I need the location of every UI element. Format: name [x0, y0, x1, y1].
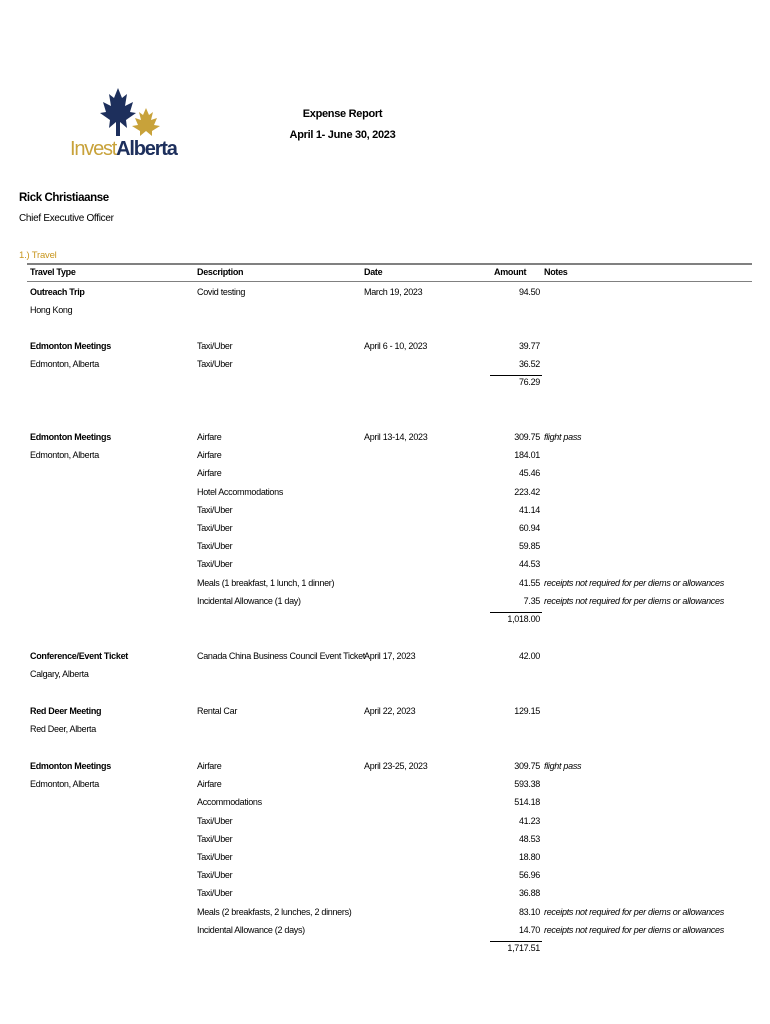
expense-amount: 593.38: [514, 779, 540, 790]
expense-note: flight pass: [544, 761, 582, 771]
trip-type: Edmonton Meetings: [30, 341, 111, 351]
trip-type: Edmonton Meetings: [30, 432, 111, 442]
expense-description: Airfare: [197, 450, 222, 461]
report-period: April 1- June 30, 2023: [289, 129, 396, 141]
trip-location: Red Deer, Alberta: [30, 724, 96, 735]
column-header-date: Date: [364, 267, 383, 277]
subtotal-rule: [490, 612, 542, 613]
employee-title: Chief Executive Officer: [19, 213, 114, 224]
expense-amount: 129.15: [514, 706, 540, 716]
expense-description: Taxi/Uber: [197, 341, 233, 351]
expense-amount: 14.70: [518, 924, 540, 935]
expense-amount: 44.53: [518, 559, 540, 570]
trip-type: Conference/Event Ticket: [30, 651, 128, 661]
trip-type: Red Deer Meeting: [30, 706, 102, 716]
expense-amount: 36.52: [518, 359, 540, 370]
column-header-description: Description: [197, 267, 244, 277]
expense-amount: 7.35: [523, 595, 540, 606]
expense-description: Taxi/Uber: [197, 541, 233, 552]
header-bottom-rule: [27, 281, 752, 282]
expense-description: Taxi/Uber: [197, 504, 233, 515]
expense-description: Hotel Accommodations: [197, 486, 284, 497]
trip-date: April 13-14, 2023: [364, 432, 428, 442]
expense-amount: 514.18: [514, 797, 540, 808]
report-title: Expense Report: [302, 108, 383, 120]
expense-amount: 41.14: [518, 504, 540, 515]
trip-location: Edmonton, Alberta: [30, 779, 99, 790]
expense-amount: 184.01: [514, 450, 540, 461]
expense-description: Meals (2 breakfasts, 2 lunches, 2 dinners): [197, 906, 352, 917]
expense-description: Airfare: [197, 761, 222, 771]
trip-location: Calgary, Alberta: [30, 669, 89, 680]
expense-description: Incidental Allowance (1 day): [197, 595, 301, 606]
expense-amount: 42.00: [518, 651, 540, 661]
expense-description: Taxi/Uber: [197, 852, 233, 862]
expense-description: Incidental Allowance (2 days): [197, 924, 305, 935]
column-header-amount: Amount: [494, 267, 527, 277]
expense-amount: 41.55: [518, 577, 540, 588]
expense-description: Rental Car: [197, 706, 238, 716]
expense-description: Airfare: [197, 432, 222, 442]
expense-amount: 39.77: [518, 341, 540, 351]
column-header-notes: Notes: [544, 267, 568, 277]
expense-amount: 48.53: [518, 833, 540, 844]
expense-amount: 45.46: [518, 468, 540, 479]
employee-name: Rick Christiaanse: [19, 192, 109, 204]
subtotal-rule: [490, 941, 542, 942]
expense-amount: 60.94: [518, 523, 540, 533]
trip-date: April 22, 2023: [364, 706, 416, 716]
expense-note: receipts not required for per diems or allowances: [544, 595, 724, 606]
logo-wordmark: InvestAlberta: [70, 138, 177, 160]
expense-amount: 223.42: [514, 486, 540, 497]
expense-amount: 41.23: [518, 815, 540, 826]
trip-location: Edmonton, Alberta: [30, 450, 99, 461]
expense-description: Accommodations: [197, 797, 262, 808]
expense-description: Taxi/Uber: [197, 870, 233, 881]
trip-subtotal: 76.29: [518, 377, 540, 388]
expense-description: Taxi/Uber: [197, 559, 233, 570]
header-top-rule: [27, 263, 752, 265]
trip-subtotal: 1,018.00: [507, 614, 540, 624]
trip-date: April 23-25, 2023: [364, 761, 428, 771]
trip-type: Edmonton Meetings: [30, 761, 111, 771]
expense-note: receipts not required for per diems or allowances: [544, 924, 724, 935]
trip-date: April 17, 2023: [364, 651, 416, 661]
expense-note: receipts not required for per diems or allowances: [544, 577, 724, 588]
expense-amount: 36.88: [518, 888, 540, 899]
expense-amount: 59.85: [518, 541, 540, 552]
trip-date: April 6 - 10, 2023: [364, 341, 428, 351]
subtotal-rule: [490, 375, 542, 376]
expense-amount: 309.75: [514, 432, 540, 442]
trip-subtotal: 1,717.51: [507, 943, 540, 953]
trip-type: Outreach Trip: [30, 287, 85, 297]
expense-amount: 309.75: [514, 761, 540, 771]
section-label: 1.) Travel: [19, 250, 57, 261]
expense-amount: 94.50: [518, 287, 540, 297]
expense-description: Taxi/Uber: [197, 815, 233, 826]
expense-description: Taxi/Uber: [197, 359, 233, 370]
expense-amount: 18.80: [518, 852, 540, 862]
expense-description: Canada China Business Council Event Ticket: [197, 651, 365, 661]
expense-amount: 83.10: [518, 906, 540, 917]
expense-description: Airfare: [197, 468, 222, 479]
expense-description: Taxi/Uber: [197, 523, 233, 533]
column-header-type: Travel Type: [30, 267, 76, 277]
expense-note: flight pass: [544, 432, 582, 442]
expense-description: Taxi/Uber: [197, 888, 233, 899]
trip-date: March 19, 2023: [364, 287, 423, 297]
maple-leaf-icon: [96, 86, 168, 138]
expense-amount: 56.96: [518, 870, 540, 881]
expense-note: receipts not required for per diems or allowances: [544, 906, 724, 917]
expense-description: Meals (1 breakfast, 1 lunch, 1 dinner): [197, 577, 335, 588]
invest-alberta-logo: [68, 86, 177, 166]
expense-description: Airfare: [197, 779, 222, 790]
expense-description: Covid testing: [197, 287, 246, 297]
trip-location: Edmonton, Alberta: [30, 359, 99, 370]
trip-location: Hong Kong: [30, 305, 73, 316]
expense-description: Taxi/Uber: [197, 833, 233, 844]
